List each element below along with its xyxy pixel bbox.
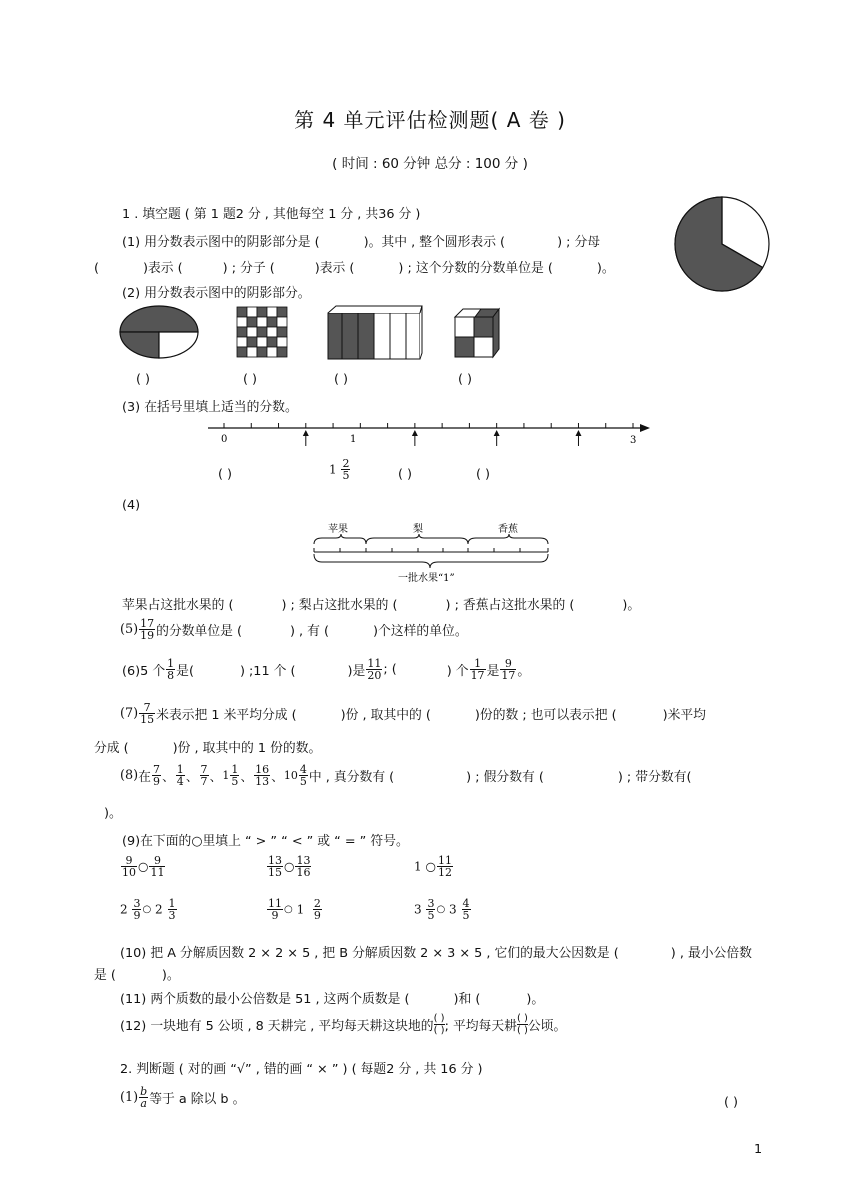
fruit-label-apple: 苹果 [328, 524, 348, 535]
q9-5-b-whole: 1 [296, 902, 305, 917]
q12-text-a: (12) 一块地有 5 公顷 , 8 天耕完 , 平均每天耕这块地的 [120, 1019, 434, 1034]
checker-cell [257, 327, 267, 337]
q9-5-circle[interactable]: ○ [284, 904, 293, 915]
s2-q1-label: (1) [120, 1090, 139, 1105]
bar-4 [374, 313, 390, 359]
q6-frac-2 [366, 658, 382, 681]
checker-cell [237, 307, 247, 317]
ellipse-figure [118, 303, 200, 361]
q9-2-a-num: 13 [268, 854, 282, 867]
checker-cell [267, 317, 277, 327]
s2-q1-den: a [140, 1097, 147, 1110]
q8-separator: 、 [271, 770, 284, 785]
q9-2-b [295, 855, 311, 878]
fruit-label-pear: 梨 [413, 524, 423, 535]
checker-cell [277, 347, 287, 357]
q8-line1 [120, 764, 691, 787]
q8-fraction-den: 5 [231, 775, 239, 788]
ellipse-bottom-left-shaded [120, 332, 159, 358]
q7-text-d: )米平均 [662, 708, 706, 723]
q8-separator: 、 [185, 770, 199, 785]
q6-text-b: 是( [176, 664, 194, 679]
q7-den: 15 [140, 713, 155, 726]
brace-banana [468, 534, 548, 544]
q9-5-a [267, 898, 283, 921]
pointer-arrow [494, 430, 500, 436]
q8-fraction-num: 4 [299, 763, 307, 776]
checker-cell [257, 317, 267, 327]
q4-text-b: ) ; 梨占这批水果的 ( [281, 598, 398, 613]
q4-text-a: 苹果占这批水果的 ( [122, 598, 234, 613]
q6-text-a: (6)5 个 [122, 664, 166, 679]
bar-3 [358, 313, 374, 359]
q1-line2 [94, 257, 615, 276]
q8-fraction-list [151, 763, 309, 788]
q1-text-b: )。其中 , 整个圆形表示 ( [363, 235, 506, 250]
q11-text-a: (11) 两个质数的最小公倍数是 51 , 这两个质数是 ( [120, 992, 410, 1007]
cube-front-tr [474, 317, 493, 337]
checker-cell [257, 347, 267, 357]
q8-label: (8) [120, 768, 139, 783]
bars-figure [326, 303, 424, 361]
q4-answer-line [122, 594, 640, 613]
q8-separator: 、 [240, 770, 254, 785]
q8-text-c: ) ; 假分数有 ( [466, 770, 544, 785]
checker-cell [237, 317, 247, 327]
cube-front-tl [455, 317, 474, 337]
q9-1-b-num: 9 [149, 855, 165, 867]
q7-text-a: 米表示把 1 米平均分成 ( [156, 708, 297, 723]
q9-1-b [149, 855, 165, 878]
q11-text-b: )和 ( [453, 992, 481, 1007]
q8-fraction-den: 7 [200, 775, 208, 788]
q8-fraction-num: 1 [176, 763, 184, 776]
q9-4-a-num: 3 [133, 897, 141, 910]
q9-item-4 [120, 898, 178, 921]
fruit-total-label: 一批水果“1” [398, 573, 455, 584]
q9-2-circle[interactable]: ○ [284, 859, 295, 874]
checker-cell [277, 337, 287, 347]
s2-q1-text: 等于 a 除以 b 。 [149, 1092, 246, 1107]
checker-cell [267, 337, 277, 347]
q6-text-d: )是 [347, 664, 366, 679]
q8-fraction-part [299, 764, 308, 787]
s2-q1-line [120, 1086, 245, 1109]
q3-text: (3) 在括号里填上适当的分数。 [122, 400, 298, 415]
q3-blank-2[interactable]: ( ) [398, 467, 413, 482]
bar-1 [328, 313, 342, 359]
q2-blank-2[interactable]: ( ) [243, 372, 258, 387]
q4-text-d: )。 [622, 598, 641, 613]
bar-5 [390, 313, 406, 359]
page-subtitle: ( 时间 : 60 分钟 总分 : 100 分 ) [332, 156, 528, 172]
bar-side [420, 306, 422, 359]
number-line-pointers [303, 430, 582, 446]
number-line-arrow-head [640, 424, 650, 432]
q8-fraction [283, 763, 309, 788]
q6-frac-4 [500, 658, 516, 681]
q3-answer-whole: 1 [329, 462, 337, 477]
q9-1-a [121, 855, 137, 878]
q10-text-a: (10) 把 A 分解质因数 2 × 2 × 5 , 把 B 分解质因数 2 × 3 × 5 , 它们的最大公因数是 ( [120, 946, 619, 961]
q7-line2 [94, 737, 321, 756]
q9-2-b-den: 16 [296, 866, 311, 879]
q5-label: (5) [120, 622, 139, 637]
tick-label-0: 0 [221, 434, 228, 445]
bars-group [328, 306, 422, 359]
q9-1-b-den: 11 [150, 866, 165, 879]
q7-line1 [120, 702, 706, 725]
q12-frac-2-den[interactable]: ( ) [516, 1025, 528, 1036]
q8-separator: 、 [209, 770, 223, 785]
q1-text-g: )表示 ( [314, 261, 355, 276]
checker-cell [237, 347, 247, 357]
page-number: 1 [754, 1142, 763, 1157]
q8-fraction-part [152, 764, 161, 787]
checker-cell [257, 307, 267, 317]
q9-item-5 [266, 898, 323, 921]
tick-label-1: 1 [350, 434, 357, 445]
q6-frac-3-num: 1 [470, 658, 486, 670]
q8-text-b: 中 , 真分数有 ( [308, 770, 395, 785]
checker-cell [277, 317, 287, 327]
q8-fraction-whole: 10 [283, 769, 298, 782]
q9-6-a-whole: 3 [414, 902, 422, 917]
q3-blank-3[interactable]: ( ) [476, 467, 491, 482]
q8-fraction-den: 9 [152, 775, 160, 788]
pie-figure [672, 194, 772, 294]
q1-text-i: )。 [596, 261, 615, 276]
q1-text-c: ) ; 分母 [557, 235, 601, 250]
number-line-ticks [224, 423, 633, 428]
q1-text-f: ) ; 分子 ( [222, 261, 275, 276]
q6-line [122, 658, 530, 681]
ellipse-top-shaded [120, 306, 198, 332]
q6-frac-4-den: 17 [501, 669, 516, 682]
checker-cell [247, 347, 257, 357]
checker-cell [277, 307, 287, 317]
q11-line [120, 988, 544, 1007]
q6-frac-2-num: 11 [367, 657, 382, 670]
q4-label: (4) [122, 498, 141, 513]
number-line [200, 414, 660, 450]
s2-q1-frac [139, 1086, 148, 1109]
checker-cell [277, 327, 287, 337]
q8-fraction [151, 763, 175, 788]
q5-text-c: )个这样的单位。 [373, 624, 468, 639]
q9-item-6 [414, 898, 472, 921]
cube-front-bl [455, 337, 474, 357]
q8-text-a: 在 [138, 770, 151, 785]
checker-cell [247, 337, 257, 347]
q9-text: (9)在下面的○里填上 “ > ” “ < ” 或 “ = ” 符号。 [122, 834, 409, 849]
q9-4-b-whole: 2 [155, 902, 163, 917]
pointer-arrow [303, 430, 309, 436]
fruit-line-ticks [314, 548, 548, 552]
q8-fraction-part [254, 764, 270, 787]
q9-1-a-den: 10 [122, 866, 136, 879]
q9-3-a-whole: 1 [414, 859, 422, 874]
q9-3-b [437, 855, 453, 878]
bar-2 [342, 313, 358, 359]
q3-blank-1[interactable]: ( ) [218, 467, 233, 482]
q6-text-g: 是 [486, 664, 500, 679]
page-title: 第 4 单元评估检测题( A 卷 ) [294, 108, 566, 132]
q7-label: (7) [120, 706, 139, 721]
q1-line1 [122, 231, 600, 250]
cube-front-br [474, 337, 493, 357]
q11-text-c: )。 [526, 992, 545, 1007]
q9-6-b-den: 5 [462, 909, 470, 922]
section2-header: 2. 判断题 ( 对的画 “√” , 错的画 “ × ” ) ( 每题2 分 , 共 16 分 ) [120, 1062, 483, 1077]
q9-3-circle[interactable]: ○ [425, 859, 436, 874]
q12-frac-2[interactable] [517, 1013, 528, 1036]
q5-line [120, 618, 468, 641]
s2-q1-num: b [140, 1085, 148, 1098]
pointer-arrow [575, 430, 581, 436]
q1-text-h: ) ; 这个分数的分数单位是 ( [398, 261, 553, 276]
q9-5-a-num: 11 [268, 897, 282, 910]
checker-cell [257, 337, 267, 347]
q10-line1 [120, 942, 752, 961]
q8-fraction [199, 763, 223, 788]
q3-mixed-answer [329, 458, 351, 481]
q12-frac-1[interactable] [434, 1013, 445, 1036]
q12-frac-2-num[interactable]: ( ) [516, 1013, 528, 1024]
q8-fraction [175, 763, 199, 788]
q2-text: (2) 用分数表示图中的阴影部分。 [122, 286, 311, 301]
q9-6-a [426, 898, 435, 921]
cube-figure [453, 307, 501, 359]
q7-text-f: )份 , 取其中的 1 份的数。 [172, 741, 322, 756]
q5-text-b: ) , 有 ( [289, 624, 330, 639]
q8-fraction-whole: 1 [222, 769, 230, 782]
q9-6-a-den: 5 [427, 909, 435, 922]
q7-frac [139, 702, 155, 725]
q1-text-e: )表示 ( [143, 261, 183, 276]
q12-text-c: 公顷。 [527, 1019, 567, 1034]
s2-q1-blank[interactable]: ( ) [724, 1095, 739, 1110]
q8-fraction-part [176, 764, 185, 787]
q8-fraction-num: 7 [152, 763, 160, 776]
q8-fraction-den: 5 [299, 775, 307, 788]
q9-4-a-whole: 2 [120, 902, 128, 917]
q6-frac-4-num: 9 [500, 658, 516, 670]
q9-6-a-num: 3 [427, 897, 435, 910]
bar-top [328, 306, 422, 313]
checker-cell [247, 307, 257, 317]
q9-item-3 [414, 855, 454, 878]
q9-4-b-num: 1 [168, 897, 176, 910]
q8-line2: )。 [104, 806, 122, 821]
q2-blank-1[interactable]: ( ) [136, 372, 151, 387]
q9-4-a [132, 898, 141, 921]
checker-cell [237, 327, 247, 337]
q6-frac-3-den: 17 [470, 669, 485, 682]
q6-text-f: ) 个 [446, 664, 469, 679]
q9-3-b-num: 11 [437, 854, 452, 867]
q8-fraction-den: 4 [176, 775, 184, 788]
brace-total [314, 554, 548, 568]
q3-answer-frac [341, 458, 350, 481]
q8-separator: 、 [161, 770, 175, 785]
checker-cell [247, 317, 257, 327]
q8-fraction-part [200, 764, 209, 787]
q9-2-b-num: 13 [296, 854, 311, 867]
q9-item-2 [266, 855, 312, 878]
q8-fraction-den: 13 [255, 775, 270, 788]
q10-text-d: )。 [161, 968, 180, 983]
q5-text-a: 的分数单位是 ( [156, 624, 242, 639]
q7-text-b: )份 , 取其中的 ( [340, 708, 431, 723]
brace-apple [314, 534, 366, 544]
q6-text-c: ) ;11 个 ( [239, 664, 296, 679]
checker-figure [236, 306, 288, 358]
q6-frac-1-num: 1 [167, 657, 175, 670]
q1-text-d: ( [94, 261, 99, 276]
q8-text-d: ) ; 带分数有( [617, 770, 692, 785]
bar-6 [406, 313, 420, 359]
q1-text-a: (1) 用分数表示图中的阴影部分是 ( [122, 235, 320, 250]
q9-6-b-whole: 3 [449, 902, 457, 917]
fruit-diagram [308, 516, 554, 588]
checker-cell [267, 327, 277, 337]
q9-2-a-den: 15 [268, 866, 282, 879]
fruit-label-banana: 香蕉 [498, 524, 518, 535]
q9-4-b [168, 898, 177, 921]
q5-num: 17 [140, 617, 155, 630]
q6-frac-1 [166, 658, 175, 681]
q9-1-circle[interactable]: ○ [138, 859, 149, 874]
q9-1-a-num: 9 [121, 855, 137, 867]
q7-num: 7 [139, 702, 155, 714]
q9-4-b-den: 3 [168, 909, 176, 922]
q6-text-h: 。 [517, 664, 531, 679]
q9-6-b [462, 898, 471, 921]
q9-5-b-num: 2 [313, 897, 321, 910]
q9-5-b [313, 898, 322, 921]
q5-frac [139, 618, 155, 641]
q6-frac-2-den: 20 [367, 669, 382, 682]
q9-6-circle[interactable]: ○ [436, 904, 446, 915]
q9-6-b-num: 4 [462, 897, 470, 910]
pointer-arrow [412, 430, 418, 436]
q10-line2 [94, 964, 180, 983]
q12-text-b: ; 平均每天耕 [444, 1019, 517, 1034]
ellipse-bottom-right [159, 332, 198, 358]
q6-text-e: ; ( [383, 662, 397, 677]
q3-answer-den: 5 [342, 469, 350, 482]
q9-5-a-den: 9 [271, 909, 279, 922]
q3-answer-num: 2 [342, 457, 350, 470]
q2-blank-4[interactable]: ( ) [458, 372, 473, 387]
q10-text-c: 是 ( [94, 968, 116, 983]
q8-fraction-part [230, 764, 239, 787]
checker-cells [237, 307, 287, 357]
q9-2-a [267, 855, 283, 878]
q12-frac-1-den[interactable]: ( ) [433, 1025, 445, 1036]
q9-4-circle[interactable]: ○ [142, 904, 152, 915]
q2-blank-3[interactable]: ( ) [334, 372, 349, 387]
q8-fraction-num: 7 [200, 763, 208, 776]
brace-pear [366, 534, 468, 544]
cube-side [493, 309, 499, 357]
q9-item-1 [120, 855, 166, 878]
q7-text-c: )份的数 ; 也可以表示把 ( [474, 708, 617, 723]
checker-cell [267, 307, 277, 317]
q8-fraction-num: 16 [255, 763, 270, 776]
checker-cell [267, 347, 277, 357]
q5-den: 19 [140, 629, 155, 642]
q12-line [120, 1013, 566, 1036]
q6-frac-3 [470, 658, 486, 681]
q4-text-c: ) ; 香蕉占这批水果的 ( [445, 598, 575, 613]
q8-fraction-num: 1 [231, 763, 239, 776]
tick-label-3: 3 [630, 435, 637, 446]
section1-header: 1 . 填空题 ( 第 1 题2 分 , 其他每空 1 分 , 共36 分 ) [122, 207, 421, 222]
q6-frac-1-den: 8 [167, 669, 175, 682]
q12-frac-1-num[interactable]: ( ) [433, 1013, 445, 1024]
q9-4-a-den: 9 [133, 909, 141, 922]
checker-cell [237, 337, 247, 347]
q8-fraction [222, 763, 254, 788]
q8-fraction [253, 763, 284, 788]
q10-text-b: ) , 最小公倍数 [670, 946, 752, 961]
checker-cell [247, 327, 257, 337]
q7-text-e: 分成 ( [94, 741, 129, 756]
q9-3-b-den: 12 [437, 866, 452, 879]
q9-5-b-den: 9 [313, 909, 321, 922]
